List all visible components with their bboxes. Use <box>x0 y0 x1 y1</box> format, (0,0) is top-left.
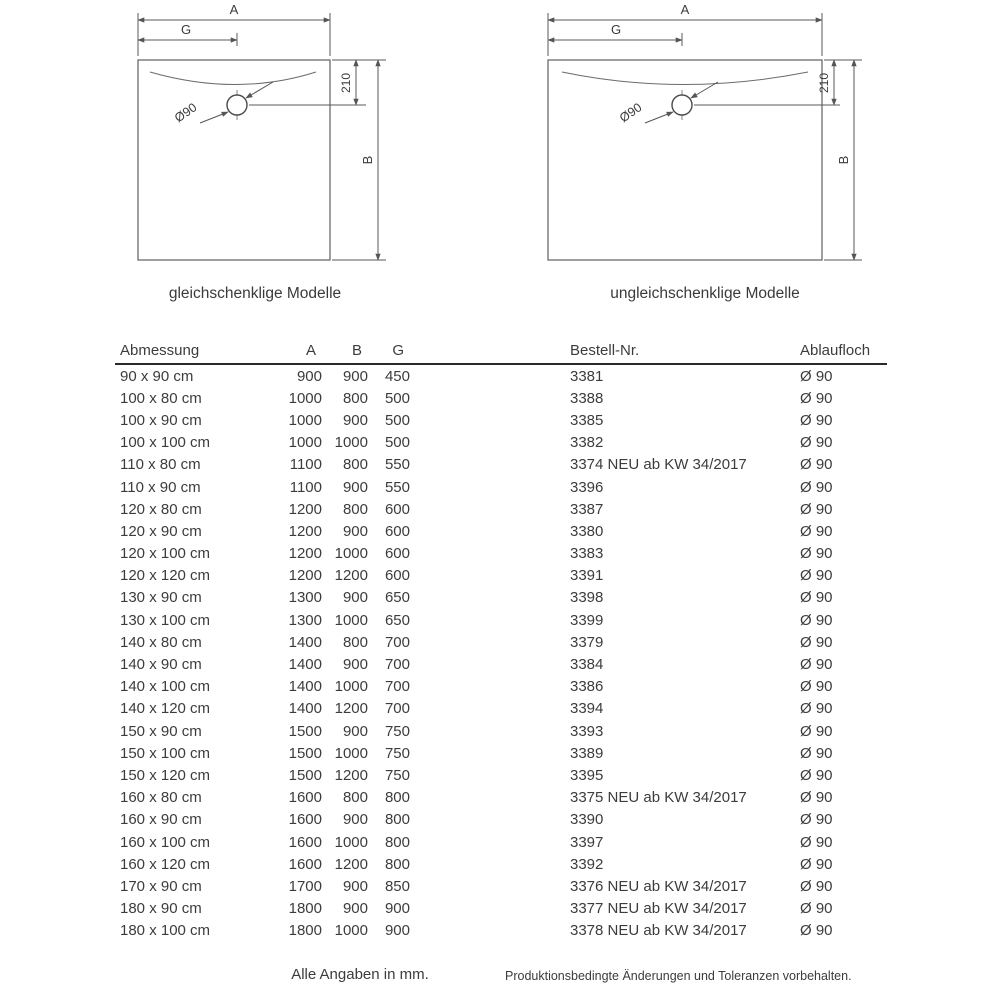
cell-b: 1000 <box>334 545 368 563</box>
cell-bestell-nr: 3398 <box>570 589 604 607</box>
cell-bestell-nr: 3393 <box>570 722 604 740</box>
header-g: G <box>392 342 404 359</box>
caption-non-isosceles: ungleichschenklige Modelle <box>610 285 800 302</box>
cell-a: 1600 <box>288 833 322 851</box>
cell-b: 800 <box>342 389 368 407</box>
cell-b: 1200 <box>334 766 368 784</box>
cell-a: 1600 <box>288 811 322 829</box>
cell-abmessung: 160 x 120 cm <box>120 855 211 873</box>
cell-b: 1000 <box>334 922 368 940</box>
cell-abmessung: 160 x 100 cm <box>120 833 211 851</box>
cell-g: 500 <box>384 389 410 407</box>
cell-bestell-nr: 3390 <box>570 811 604 829</box>
cell-ablaufloch: Ø 90 <box>800 522 833 540</box>
cell-b: 1200 <box>334 567 368 585</box>
cell-abmessung: 90 x 90 cm <box>120 367 194 385</box>
table-row <box>115 432 887 454</box>
diagram-isosceles-model <box>110 0 400 272</box>
cell-bestell-nr: 3397 <box>570 833 604 851</box>
cell-b: 1000 <box>334 611 368 629</box>
cell-b: 1200 <box>334 855 368 873</box>
cell-ablaufloch: Ø 90 <box>800 611 833 629</box>
cell-b: 800 <box>342 633 368 651</box>
table-row <box>115 365 887 387</box>
cell-b: 900 <box>342 656 368 674</box>
dim-a-label: A <box>680 2 690 17</box>
tray-slope-curve <box>150 72 316 85</box>
tray-outline <box>548 60 822 260</box>
cell-a: 1600 <box>288 855 322 873</box>
cell-ablaufloch: Ø 90 <box>800 877 833 895</box>
cell-ablaufloch: Ø 90 <box>800 855 833 873</box>
table-body <box>115 365 887 942</box>
cell-b: 900 <box>342 478 368 496</box>
cell-a: 1500 <box>288 722 322 740</box>
table-row <box>115 565 887 587</box>
header-ablaufloch: Ablaufloch <box>800 342 871 359</box>
dimension-table <box>115 338 887 942</box>
table-header-row <box>115 338 887 365</box>
drain-label-leader <box>645 112 673 123</box>
table-row <box>115 631 887 653</box>
cell-ablaufloch: Ø 90 <box>800 411 833 429</box>
cell-ablaufloch: Ø 90 <box>800 656 833 674</box>
header-bestell-nr: Bestell-Nr. <box>570 342 640 359</box>
cell-ablaufloch: Ø 90 <box>800 567 833 585</box>
cell-bestell-nr: 3394 <box>570 700 604 718</box>
cell-g: 550 <box>384 478 410 496</box>
cell-bestell-nr: 3375 NEU ab KW 34/2017 <box>570 789 747 807</box>
cell-bestell-nr: 3376 NEU ab KW 34/2017 <box>570 877 747 895</box>
table-row <box>115 853 887 875</box>
drain-diameter-label: Ø90 <box>617 100 645 126</box>
table-row <box>115 898 887 920</box>
cell-ablaufloch: Ø 90 <box>800 367 833 385</box>
cell-g: 750 <box>384 744 410 762</box>
dimension-210 <box>694 60 862 105</box>
cell-g: 600 <box>384 567 410 585</box>
cell-ablaufloch: Ø 90 <box>800 545 833 563</box>
dimension-g <box>548 22 682 46</box>
cell-bestell-nr: 3382 <box>570 434 604 452</box>
cell-abmessung: 110 x 90 cm <box>120 478 201 496</box>
cell-g: 550 <box>384 456 410 474</box>
dim-g-label: G <box>180 22 192 37</box>
table-row <box>115 764 887 786</box>
cell-abmessung: 120 x 100 cm <box>120 545 211 563</box>
cell-a: 1200 <box>288 567 322 585</box>
drain-circle <box>227 95 247 115</box>
cell-a: 1800 <box>288 900 322 918</box>
dim-210-label: 210 <box>817 72 831 94</box>
cell-abmessung: 130 x 90 cm <box>120 589 202 607</box>
cell-bestell-nr: 3378 NEU ab KW 34/2017 <box>570 922 747 940</box>
cell-g: 750 <box>384 766 410 784</box>
cell-abmessung: 140 x 80 cm <box>120 633 202 651</box>
header-abmessung: Abmessung <box>120 342 200 359</box>
cell-abmessung: 180 x 100 cm <box>120 922 211 940</box>
cell-abmessung: 140 x 90 cm <box>120 656 202 674</box>
cell-a: 1000 <box>288 411 322 429</box>
table-row <box>115 787 887 809</box>
cell-ablaufloch: Ø 90 <box>800 456 833 474</box>
cell-b: 900 <box>342 589 368 607</box>
cell-abmessung: 150 x 100 cm <box>120 744 211 762</box>
cell-g: 500 <box>384 411 410 429</box>
cell-ablaufloch: Ø 90 <box>800 434 833 452</box>
cell-a: 1500 <box>288 766 322 784</box>
table-row <box>115 387 887 409</box>
cell-bestell-nr: 3388 <box>570 389 604 407</box>
cell-a: 1400 <box>288 700 322 718</box>
cell-abmessung: 150 x 90 cm <box>120 722 202 740</box>
cell-a: 1000 <box>288 389 322 407</box>
cell-g: 500 <box>384 434 410 452</box>
cell-abmessung: 160 x 90 cm <box>120 811 202 829</box>
table-row <box>115 720 887 742</box>
cell-a: 1400 <box>288 678 322 696</box>
cell-abmessung: 140 x 100 cm <box>120 678 211 696</box>
cell-a: 1400 <box>288 656 322 674</box>
cell-abmessung: 120 x 120 cm <box>120 567 211 585</box>
diagram-non-isosceles-model <box>530 0 880 272</box>
cell-b: 800 <box>342 789 368 807</box>
cell-bestell-nr: 3387 <box>570 500 604 518</box>
cell-g: 600 <box>384 545 410 563</box>
cell-bestell-nr: 3391 <box>570 567 604 585</box>
cell-g: 600 <box>384 500 410 518</box>
cell-a: 1200 <box>288 522 322 540</box>
cell-bestell-nr: 3384 <box>570 656 604 674</box>
cell-g: 800 <box>384 789 410 807</box>
cell-g: 700 <box>384 656 410 674</box>
header-a: A <box>305 342 316 359</box>
cell-ablaufloch: Ø 90 <box>800 766 833 784</box>
cell-a: 1500 <box>288 744 322 762</box>
caption-isosceles: gleichschenklige Modelle <box>168 285 342 302</box>
table-row <box>115 454 887 476</box>
drain-diameter-label: Ø90 <box>172 100 200 126</box>
cell-b: 900 <box>342 722 368 740</box>
cell-ablaufloch: Ø 90 <box>800 922 833 940</box>
drain-circle <box>672 95 692 115</box>
units-note: Alle Angaben in mm. <box>291 966 429 983</box>
cell-g: 800 <box>384 855 410 873</box>
cell-ablaufloch: Ø 90 <box>800 744 833 762</box>
cell-bestell-nr: 3396 <box>570 478 604 496</box>
cell-g: 650 <box>384 589 410 607</box>
cell-b: 1000 <box>334 744 368 762</box>
cell-ablaufloch: Ø 90 <box>800 389 833 407</box>
drain-label-leader <box>200 112 228 123</box>
dimension-a <box>548 2 822 56</box>
cell-g: 700 <box>384 700 410 718</box>
dim-g-label: G <box>610 22 622 37</box>
dimension-a <box>138 2 330 56</box>
cell-abmessung: 100 x 90 cm <box>120 411 202 429</box>
cell-g: 450 <box>384 367 410 385</box>
cell-bestell-nr: 3399 <box>570 611 604 629</box>
cell-ablaufloch: Ø 90 <box>800 478 833 496</box>
cell-bestell-nr: 3389 <box>570 744 604 762</box>
cell-a: 1300 <box>288 589 322 607</box>
cell-abmessung: 170 x 90 cm <box>120 877 202 895</box>
cell-bestell-nr: 3381 <box>570 367 604 385</box>
table-row <box>115 476 887 498</box>
table-row <box>115 587 887 609</box>
cell-bestell-nr: 3395 <box>570 766 604 784</box>
table-row <box>115 409 887 431</box>
cell-b: 1000 <box>334 434 368 452</box>
cell-a: 1000 <box>288 434 322 452</box>
drain <box>172 82 273 125</box>
table-row <box>115 543 887 565</box>
cell-g: 750 <box>384 722 410 740</box>
cell-a: 1700 <box>288 877 322 895</box>
cell-b: 800 <box>342 456 368 474</box>
cell-abmessung: 120 x 90 cm <box>120 522 202 540</box>
cell-a: 900 <box>296 367 322 385</box>
cell-abmessung: 180 x 90 cm <box>120 900 202 918</box>
cell-abmessung: 160 x 80 cm <box>120 789 202 807</box>
cell-a: 1100 <box>289 478 322 496</box>
cell-ablaufloch: Ø 90 <box>800 833 833 851</box>
cell-ablaufloch: Ø 90 <box>800 633 833 651</box>
cell-a: 1100 <box>289 456 322 474</box>
cell-b: 900 <box>342 877 368 895</box>
cell-bestell-nr: 3380 <box>570 522 604 540</box>
table-row <box>115 609 887 631</box>
cell-g: 850 <box>384 877 410 895</box>
cell-ablaufloch: Ø 90 <box>800 589 833 607</box>
dimension-g <box>138 22 237 46</box>
dim-b-label: B <box>836 155 851 165</box>
cell-ablaufloch: Ø 90 <box>800 700 833 718</box>
cell-b: 900 <box>342 900 368 918</box>
tray-outline <box>138 60 330 260</box>
cell-bestell-nr: 3379 <box>570 633 604 651</box>
cell-abmessung: 140 x 120 cm <box>120 700 211 718</box>
cell-b: 900 <box>342 522 368 540</box>
cell-g: 650 <box>384 611 410 629</box>
cell-ablaufloch: Ø 90 <box>800 900 833 918</box>
cell-abmessung: 120 x 80 cm <box>120 500 202 518</box>
cell-g: 600 <box>384 522 410 540</box>
cell-a: 1800 <box>288 922 322 940</box>
cell-ablaufloch: Ø 90 <box>800 722 833 740</box>
table-row <box>115 676 887 698</box>
cell-g: 700 <box>384 678 410 696</box>
cell-g: 900 <box>384 900 410 918</box>
tray-slope-curve <box>562 72 808 85</box>
table-row <box>115 498 887 520</box>
cell-ablaufloch: Ø 90 <box>800 789 833 807</box>
cell-ablaufloch: Ø 90 <box>800 811 833 829</box>
cell-g: 700 <box>384 633 410 651</box>
cell-ablaufloch: Ø 90 <box>800 678 833 696</box>
cell-bestell-nr: 3377 NEU ab KW 34/2017 <box>570 900 747 918</box>
cell-a: 1400 <box>288 633 322 651</box>
table-row <box>115 520 887 542</box>
cell-bestell-nr: 3386 <box>570 678 604 696</box>
cell-g: 800 <box>384 811 410 829</box>
cell-abmessung: 150 x 120 cm <box>120 766 211 784</box>
cell-bestell-nr: 3392 <box>570 855 604 873</box>
cell-abmessung: 100 x 80 cm <box>120 389 202 407</box>
cell-bestell-nr: 3385 <box>570 411 604 429</box>
table-row <box>115 653 887 675</box>
cell-bestell-nr: 3374 NEU ab KW 34/2017 <box>570 456 747 474</box>
cell-b: 1200 <box>334 700 368 718</box>
dim-210-label: 210 <box>339 72 353 94</box>
cell-b: 900 <box>342 411 368 429</box>
cell-a: 1200 <box>288 500 322 518</box>
cell-b: 900 <box>342 367 368 385</box>
cell-abmessung: 100 x 100 cm <box>120 434 211 452</box>
table-row <box>115 875 887 897</box>
table-row <box>115 831 887 853</box>
tolerance-disclaimer: Produktionsbedingte Änderungen und Toleranzen vorbehalten. <box>505 969 852 983</box>
table-row <box>115 920 887 942</box>
dim-a-label: A <box>229 2 239 17</box>
cell-a: 1200 <box>288 545 322 563</box>
cell-g: 800 <box>384 833 410 851</box>
cell-g: 900 <box>384 922 410 940</box>
cell-b: 900 <box>342 811 368 829</box>
drain <box>617 82 718 125</box>
cell-bestell-nr: 3383 <box>570 545 604 563</box>
table-row <box>115 698 887 720</box>
cell-abmessung: 110 x 80 cm <box>120 456 201 474</box>
cell-ablaufloch: Ø 90 <box>800 500 833 518</box>
dim-b-label: B <box>360 155 375 165</box>
table-row <box>115 809 887 831</box>
cell-a: 1600 <box>288 789 322 807</box>
cell-abmessung: 130 x 100 cm <box>120 611 211 629</box>
cell-a: 1300 <box>288 611 322 629</box>
table-row <box>115 742 887 764</box>
cell-b: 800 <box>342 500 368 518</box>
header-b: B <box>351 342 362 359</box>
cell-b: 1000 <box>334 833 368 851</box>
cell-b: 1000 <box>334 678 368 696</box>
